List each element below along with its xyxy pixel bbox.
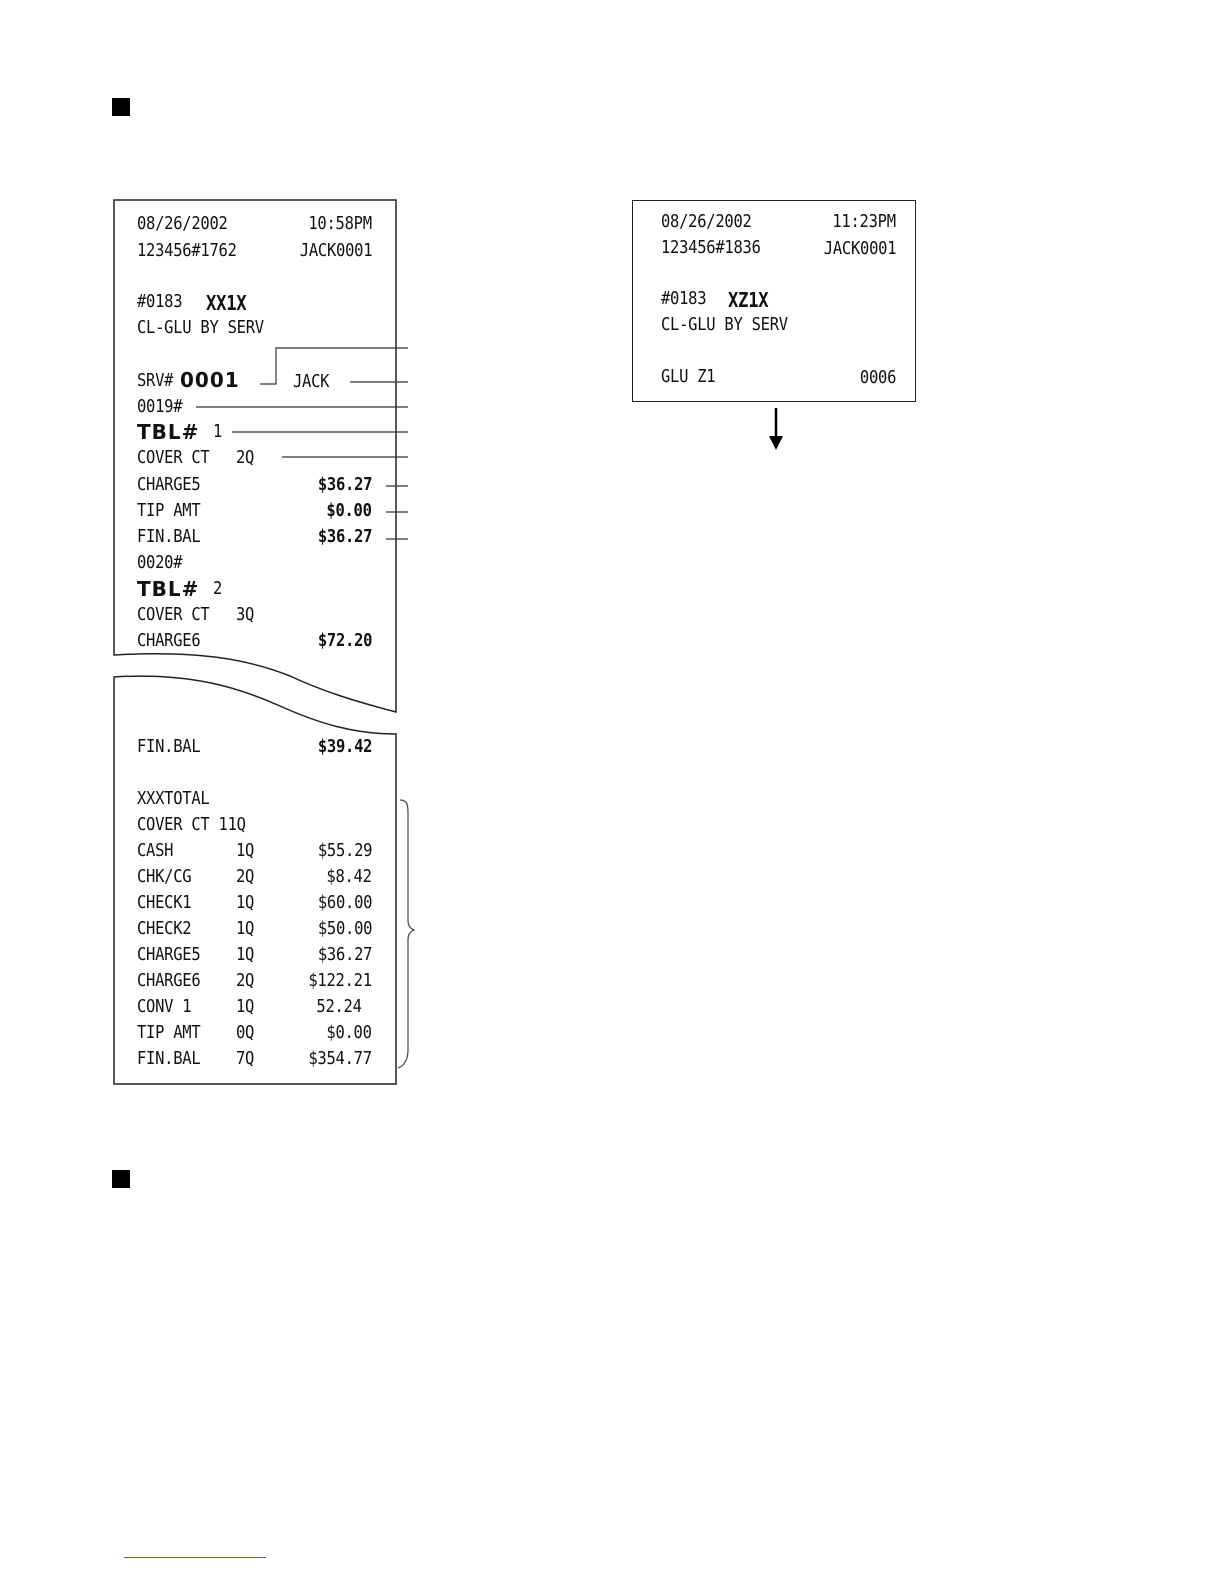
x1-continued-finbal-amount: $39.42 bbox=[317, 736, 372, 757]
x1-total-cover: COVER CT 11Q bbox=[137, 814, 246, 835]
z1-date: 08/26/2002 bbox=[661, 211, 752, 232]
x1-entry1-glu-no: 0019# bbox=[137, 396, 183, 417]
x1-total-qty: 1Q bbox=[236, 918, 255, 939]
x1-date: 08/26/2002 bbox=[137, 213, 228, 234]
x1-server-code: 0001 bbox=[180, 368, 240, 392]
x1-total-amount: $55.29 bbox=[317, 840, 372, 861]
x1-entry1-table-label: TBL# bbox=[137, 420, 200, 444]
x1-total-label: CHK/CG bbox=[137, 866, 192, 887]
x1-time: 10:58PM bbox=[308, 213, 372, 234]
x1-total-label: CONV 1 bbox=[137, 996, 192, 1017]
x1-total-label: TIP AMT bbox=[137, 1022, 201, 1043]
x1-total-label: CHECK1 bbox=[137, 892, 192, 913]
x1-total-amount: $8.42 bbox=[326, 866, 372, 887]
x1-entry2-table-no: 2 bbox=[213, 578, 223, 599]
z1-register-info: 123456#1836 bbox=[661, 237, 761, 258]
x1-entry2-glu-no: 0020# bbox=[137, 552, 183, 573]
footer-rule bbox=[124, 1557, 266, 1558]
x1-entry2-cover-count: 3Q bbox=[236, 604, 255, 625]
x1-entry1-finbal-amount: $36.27 bbox=[317, 526, 372, 547]
x1-entry1-table-no: 1 bbox=[213, 421, 223, 442]
x1-total-label: CASH bbox=[137, 840, 174, 861]
x1-total-qty: 1Q bbox=[236, 996, 255, 1017]
x1-total-qty: 2Q bbox=[236, 866, 255, 887]
x1-entry2-table-label: TBL# bbox=[137, 577, 200, 601]
x1-total-amount: $122.21 bbox=[308, 970, 372, 991]
x1-total-qty: 1Q bbox=[236, 944, 255, 965]
x1-total-qty: 1Q bbox=[236, 892, 255, 913]
x1-register-info: 123456#1762 bbox=[137, 240, 237, 261]
x1-total-amount: $354.77 bbox=[308, 1048, 372, 1069]
x1-total-amount: $0.00 bbox=[326, 1022, 372, 1043]
x1-total-label: FIN.BAL bbox=[137, 1048, 201, 1069]
x1-entry1-media-label: CHARGE5 bbox=[137, 474, 201, 495]
z1-footer-value: 0006 bbox=[859, 367, 896, 388]
x1-entry2-cover-label: COVER CT bbox=[137, 604, 210, 625]
x1-server-name: JACK bbox=[293, 371, 330, 392]
x1-total-qty: 7Q bbox=[236, 1048, 255, 1069]
x1-entry1-tip-amount: $0.00 bbox=[326, 500, 372, 521]
x1-server-prefix: SRV# bbox=[137, 370, 174, 391]
x1-entry2-media-amount: $72.20 bbox=[317, 630, 372, 651]
x1-total-qty: 0Q bbox=[236, 1022, 255, 1043]
z1-report-title: CL-GLU BY SERV bbox=[661, 314, 788, 335]
x1-total-amount: $50.00 bbox=[317, 918, 372, 939]
x1-clerk-code: JACK0001 bbox=[299, 240, 372, 261]
x1-total-amount: $36.27 bbox=[317, 944, 372, 965]
x1-entry1-cover-label: COVER CT bbox=[137, 447, 210, 468]
x1-total-amount: $60.00 bbox=[317, 892, 372, 913]
x1-entry1-finbal-label: FIN.BAL bbox=[137, 526, 201, 547]
z1-clerk-code: JACK0001 bbox=[823, 238, 896, 259]
x1-entry1-tip-label: TIP AMT bbox=[137, 500, 201, 521]
z1-report-no: #0183 bbox=[661, 288, 707, 309]
x1-total-label: CHARGE5 bbox=[137, 944, 201, 965]
x1-total-label: CHARGE6 bbox=[137, 970, 201, 991]
x1-continued-finbal-label: FIN.BAL bbox=[137, 736, 201, 757]
z1-report-mark: XZ1X bbox=[728, 288, 769, 312]
x1-entry2-media-label: CHARGE6 bbox=[137, 630, 201, 651]
x1-report-mark: XX1X bbox=[206, 291, 247, 315]
x1-total-qty: 2Q bbox=[236, 970, 255, 991]
x1-entry1-media-amount: $36.27 bbox=[317, 474, 372, 495]
x1-entry1-cover-count: 2Q bbox=[236, 447, 255, 468]
x1-total-header: XXXTOTAL bbox=[137, 788, 210, 809]
z1-time: 11:23PM bbox=[832, 211, 896, 232]
x1-report-title: CL-GLU BY SERV bbox=[137, 317, 264, 338]
x1-report-no: #0183 bbox=[137, 291, 183, 312]
x1-total-qty: 1Q bbox=[236, 840, 255, 861]
x1-total-label: CHECK2 bbox=[137, 918, 192, 939]
x1-total-amount: 52.24 bbox=[316, 996, 362, 1017]
z1-footer-label: GLU Z1 bbox=[661, 366, 716, 387]
